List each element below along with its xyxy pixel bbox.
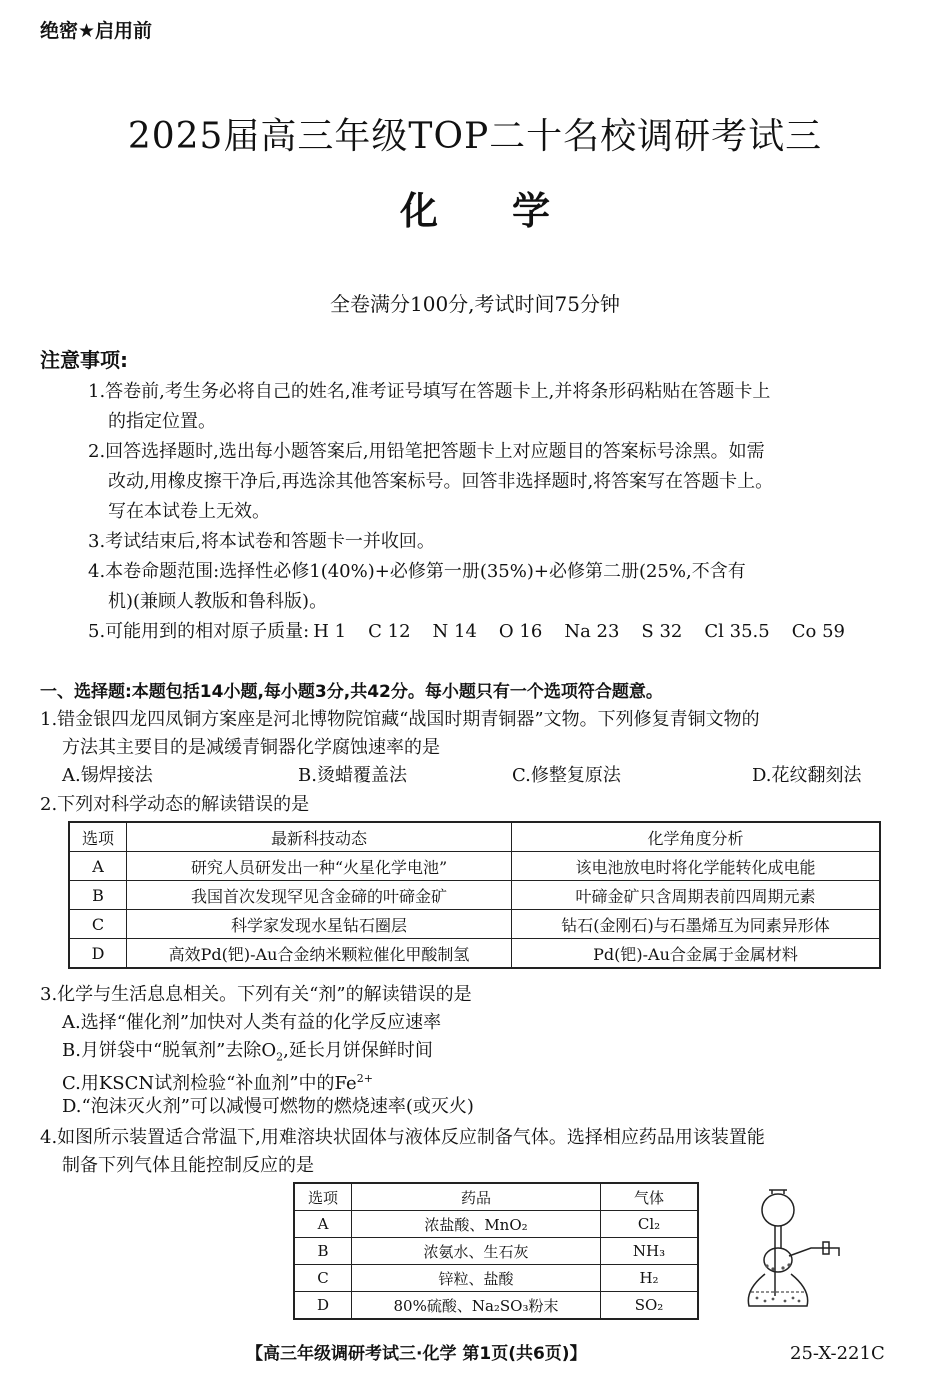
table-header-row (69, 822, 880, 852)
table-cell: B (69, 881, 127, 910)
table-cell: 80%硫酸、Na₂SO₃粉末 (352, 1292, 601, 1320)
table-cell: 该电池放电时将化学能转化成电能 (512, 852, 881, 881)
notice-line: 改动,用橡皮擦干净后,再选涂其他答案标号。回答非选择题时,将答案写在答题卡上。 (108, 471, 774, 492)
notice-line: 的指定位置。 (108, 411, 216, 432)
table-cell: Cl₂ (601, 1211, 699, 1238)
notice-heading: 注意事项: (40, 348, 128, 372)
q3-c-superscript: 2+ (356, 1072, 373, 1085)
notice-line: 4.本卷命题范围:选择性必修1(40%)+必修第一册(35%)+必修第二册(25%,不含有 (88, 561, 746, 582)
table-cell: C (69, 910, 127, 939)
q4-stem-line1: 4.如图所示装置适合常温下,用难溶块状固体与液体反应制备气体。选择相应药品用该装置能 (40, 1127, 765, 1148)
table-cell: SO₂ (601, 1292, 699, 1320)
table-row (294, 1238, 698, 1265)
table-header-row (294, 1183, 698, 1211)
q1-option-a: A.锡焊接法 (62, 765, 153, 786)
atom-mass: Cl 35.5 (704, 621, 770, 642)
notice-line: 2.回答选择题时,选出每小题答案后,用铅笔把答题卡上对应题目的答案标号涂黑。如需 (88, 441, 765, 462)
q2-stem: 2.下列对科学动态的解读错误的是 (40, 794, 310, 815)
table-row (69, 910, 880, 939)
table-row (69, 852, 880, 881)
kipp-apparatus-icon (735, 1186, 845, 1316)
q1-stem-line1: 1.错金银四龙四凤铜方案座是河北博物院馆藏“战国时期青铜器”文物。下列修复青铜文物的 (40, 709, 760, 730)
notice-line: 写在本试卷上无效。 (108, 501, 270, 522)
table-cell: Pd(钯)-Au合金属于金属材料 (512, 939, 881, 969)
q3-option-a: A.选择“催化剂”加快对人类有益的化学反应速率 (62, 1012, 442, 1033)
table-cell: A (69, 852, 127, 881)
table-cell: NH₃ (601, 1238, 699, 1265)
q1-stem-line2: 方法其主要目的是减缓青铜器化学腐蚀速率的是 (62, 737, 440, 758)
notice-line: 机)(兼顾人教版和鲁科版)。 (108, 591, 328, 612)
table-cell: 科学家发现水星钻石圈层 (127, 910, 512, 939)
confidential-label: 绝密★启用前 (40, 20, 153, 42)
atom-mass: C 12 (368, 621, 411, 642)
q3-b-subscript: 2 (276, 1050, 284, 1064)
atom-mass: Na 23 (564, 621, 620, 642)
notice-line: 3.考试结束后,将本试卷和答题卡一并收回。 (88, 531, 435, 552)
q3-b-text-end: ,延长月饼保鲜时间 (283, 1040, 433, 1061)
table-cell: H₂ (601, 1265, 699, 1292)
subject-title: 化 学 (399, 189, 551, 233)
table-cell: 锌粒、盐酸 (352, 1265, 601, 1292)
atom-mass: Co 59 (791, 621, 845, 642)
q4-stem-line2: 制备下列气体且能控制反应的是 (62, 1155, 314, 1176)
q3-stem: 3.化学与生活息息相关。下列有关“剂”的解读错误的是 (40, 984, 472, 1005)
table-cell: 高效Pd(钯)-Au合金纳米颗粒催化甲酸制氢 (127, 939, 512, 969)
table-header: 选项 (69, 822, 127, 852)
paper-code: 25-X-221C (790, 1343, 885, 1364)
table-cell: D (294, 1292, 352, 1320)
atom-mass: O 16 (498, 621, 543, 642)
table-header: 最新科技动态 (127, 822, 512, 852)
q4-table (293, 1182, 699, 1320)
notice-line: 1.答卷前,考生务必将自己的姓名,准考证号填写在答题卡上,并将条形码粘贴在答题卡上 (88, 381, 771, 402)
q1-option-c: C.修整复原法 (512, 765, 621, 786)
atomic-masses (88, 618, 867, 646)
table-cell: A (294, 1211, 352, 1238)
atom-mass: N 14 (432, 621, 477, 642)
table-cell: 浓氨水、生石灰 (352, 1238, 601, 1265)
atoms-label: 5.可能用到的相对原子质量: (88, 621, 310, 642)
table-cell: 浓盐酸、MnO₂ (352, 1211, 601, 1238)
table-cell: 钻石(金刚石)与石墨烯互为同素异形体 (512, 910, 881, 939)
table-cell: C (294, 1265, 352, 1292)
q2-table (68, 821, 881, 969)
table-header: 化学角度分析 (512, 822, 881, 852)
table-cell: 叶碲金矿只含周期表前四周期元素 (512, 881, 881, 910)
q3-option-d: D.“泡沫灭火剂”可以减慢可燃物的燃烧速率(或灭火) (62, 1096, 474, 1117)
q3-b-text: B.月饼袋中“脱氧剂”去除O (62, 1040, 277, 1061)
exam-title: 2025届高三年级TOP二十名校调研考试三 (127, 116, 823, 157)
section-heading: 一、选择题:本题包括14小题,每小题3分,共42分。每小题只有一个选项符合题意。 (40, 682, 663, 702)
q1-option-d: D.花纹翻刻法 (752, 765, 862, 786)
table-row (69, 881, 880, 910)
q3-c-text: C.用KSCN试剂检验“补血剂”中的Fe (62, 1073, 357, 1094)
table-cell: B (294, 1238, 352, 1265)
table-row (294, 1211, 698, 1238)
table-header: 药品 (352, 1183, 601, 1211)
page-footer: 【高三年级调研考试三·化学 第1页(共6页)】 (246, 1344, 587, 1364)
table-row (294, 1292, 698, 1320)
table-cell: D (69, 939, 127, 969)
table-cell: 研究人员研发出一种“火星化学电池” (127, 852, 512, 881)
atom-mass: H 1 (313, 621, 347, 642)
score-time-note: 全卷满分100分,考试时间75分钟 (330, 292, 620, 316)
table-header: 选项 (294, 1183, 352, 1211)
table-cell: 我国首次发现罕见含金碲的叶碲金矿 (127, 881, 512, 910)
atom-mass: S 32 (641, 621, 683, 642)
table-header: 气体 (601, 1183, 699, 1211)
table-row (294, 1265, 698, 1292)
q1-option-b: B.烫蜡覆盖法 (298, 765, 407, 786)
table-row (69, 939, 880, 969)
